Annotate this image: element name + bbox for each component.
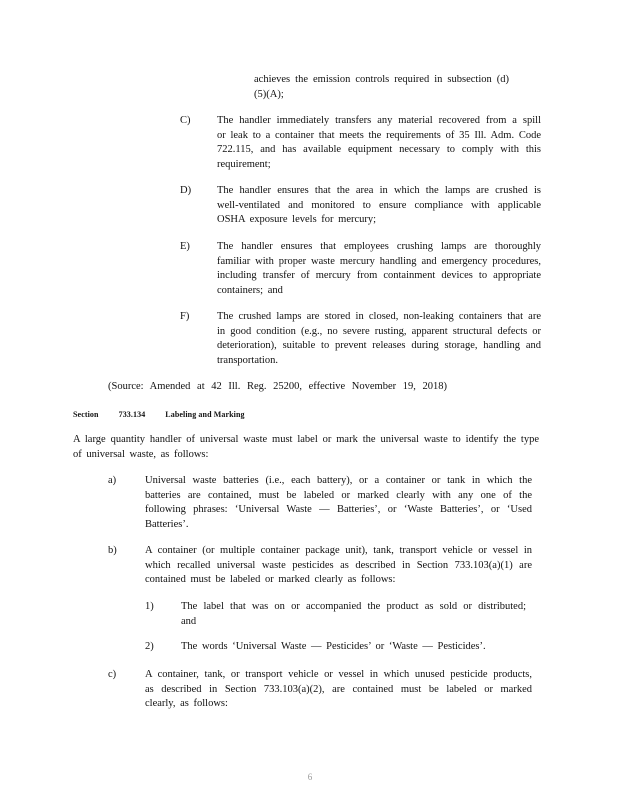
sub-item-label: 2) [145,641,154,652]
item-label: D) [180,185,192,196]
intro-paragraph: A large quantity handler of universal waste must label or mark the universal waste to identify the type of universal waste, as follows: [73,434,539,460]
section-label: Section [73,410,99,419]
item-label: E) [180,241,190,252]
item-text: Universal waste batteries (i.e., each battery), or a container or tank in which the batteries are contained, must be labeled or marked clearly with any one of the following phrases: ‘Universal Waste — Batteries’, or ‘Waste Batteries’, or ‘Used Batteries’. [145,475,532,530]
item-label: C) [180,115,191,126]
sub-item-text: The label that was on or accompanied the product as sold or distributed; and [181,601,526,627]
page-number: 6 [307,772,313,782]
sub-item-label: 1) [145,601,154,612]
sub-item-text: The words ‘Universal Waste — Pesticides’ or ‘Waste — Pesticides’. [181,641,486,652]
item-text: The crushed lamps are stored in closed, non-leaking containers that are in good condition (e.g., no severe rusting, apparent structural defects or deterioration), suitable to prevent releases during storage, handling and transportation. [217,311,541,366]
continued-item [254,73,509,102]
continued-item-text: achieves the emission controls required in subsection (d)(5)(A); [254,74,509,100]
item-text: The handler ensures that the area in which the lamps are crushed is well-ventilated and monitored to ensure compliance with applicable OSHA exposure levels for mercury; [217,185,541,225]
section-title: Labeling and Marking [165,410,245,419]
section-heading [73,408,473,423]
item-label: a) [108,475,117,486]
item-text: The handler ensures that employees crushing lamps are thoroughly familiar with proper waste mercury handling and emergency procedures, including transfer of mercury from containment devices to appropriate containers; and [217,241,541,296]
source-note: (Source: Amended at 42 Ill. Reg. 25200, effective November 19, 2018) [108,381,447,392]
item-text: A container, tank, or transport vehicle or vessel in which unused pesticide products, as described in Section 733.103(a)(2), are contained must be labeled or marked clearly, as follows: [145,669,532,709]
section-number: 733.134 [118,410,146,419]
item-text: A container (or multiple container package unit), tank, transport vehicle or vessel in which recalled universal waste pesticides as described in Section 733.103(a)(1) are contained must be labeled or marked clearly as follows: [145,545,532,585]
item-text: The handler immediately transfers any material recovered from a spill or leak to a container that meets the requirements of 35 Ill. Adm. Code 722.115, and has available equipment necessary to comply with this requirement; [217,115,541,170]
item-label: F) [180,311,190,322]
item-label: b) [108,545,117,556]
item-label: c) [108,669,117,680]
